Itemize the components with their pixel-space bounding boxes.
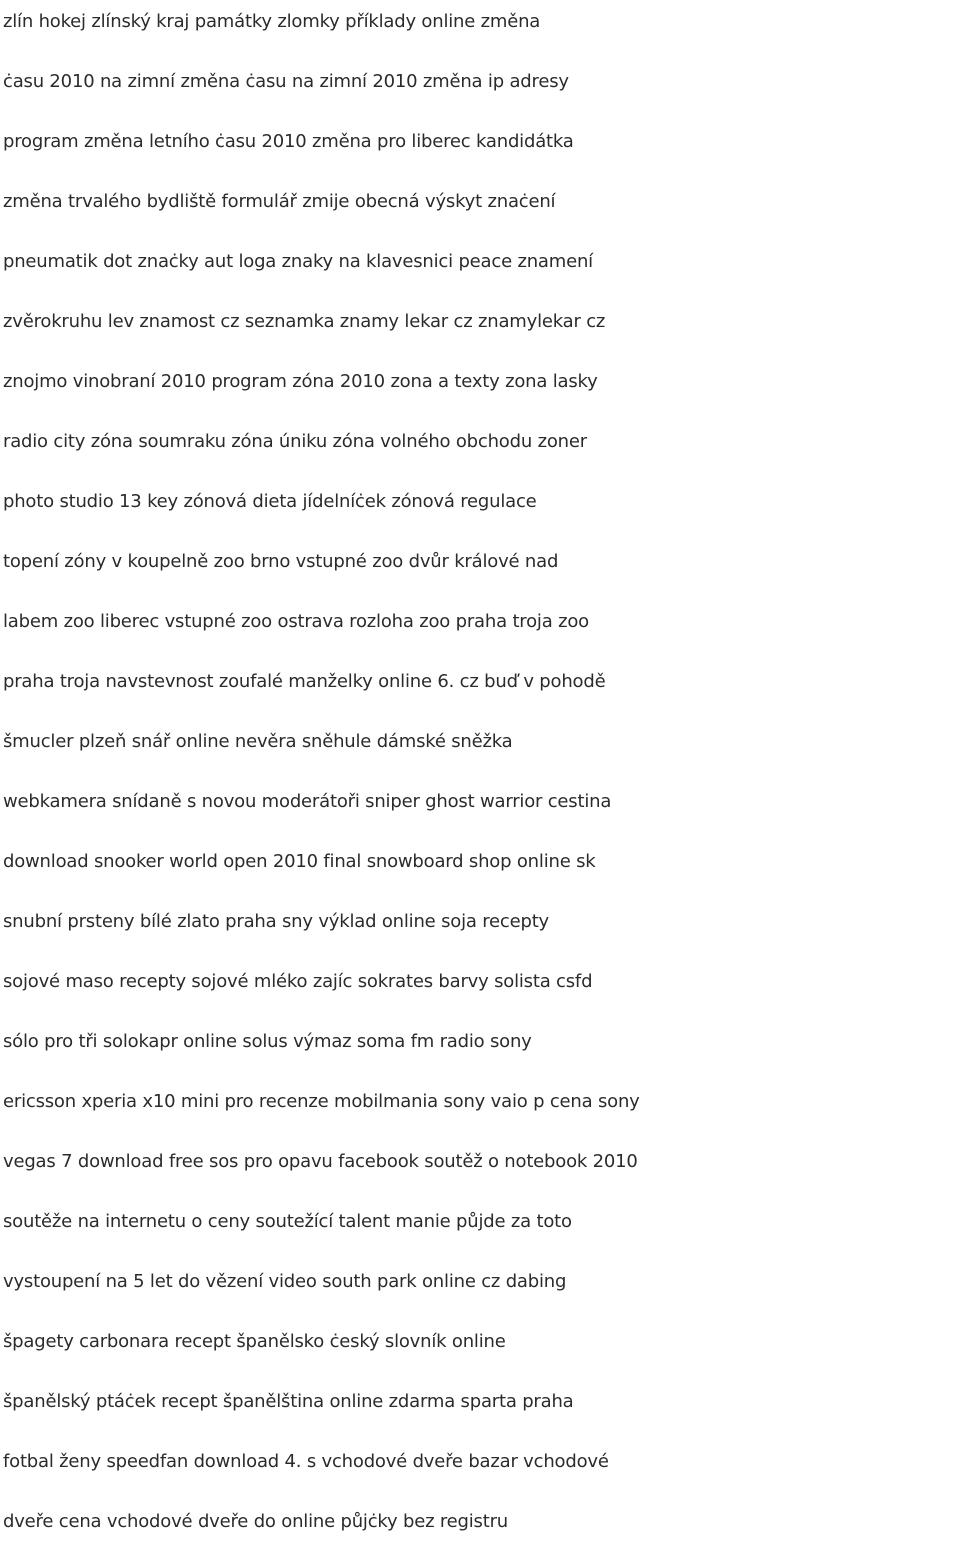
text-line: špagety carbonara recept španělsko ċeský slovník online (3, 1331, 506, 1352)
text-line: vystoupení na 5 let do vězení video south park online cz dabing (3, 1271, 567, 1292)
text-line: šmucler plzeň snář online nevěra sněhule dámské sněžka (3, 731, 513, 752)
text-line: labem zoo liberec vstupné zoo ostrava rozloha zoo praha troja zoo (3, 611, 589, 632)
text-line: vegas 7 download free sos pro opavu facebook soutěž o notebook 2010 (3, 1151, 638, 1172)
text-line: photo studio 13 key zónová dieta jídelníċek zónová regulace (3, 491, 537, 512)
text-line: dveře cena vchodové dveře do online půjċky bez registru (3, 1511, 508, 1532)
text-line: ericsson xperia x10 mini pro recenze mobilmania sony vaio p cena sony (3, 1091, 640, 1112)
text-line: webkamera snídaně s novou moderátoři sniper ghost warrior cestina (3, 791, 612, 812)
text-line: program změna letního ċasu 2010 změna pro liberec kandidátka (3, 131, 574, 152)
text-line: snubní prsteny bílé zlato praha sny výklad online soja recepty (3, 911, 550, 932)
text-line: topení zóny v koupelně zoo brno vstupné zoo dvůr králové nad (3, 551, 559, 572)
text-line: zvěrokruhu lev znamost cz seznamka znamy lekar cz znamylekar cz (3, 311, 606, 332)
text-line: ċasu 2010 na zimní změna ċasu na zimní 2010 změna ip adresy (3, 71, 569, 92)
body-text (3, 0, 960, 1552)
text-line: fotbal ženy speedfan download 4. s vchodové dveře bazar vchodové (3, 1451, 609, 1472)
text-line: změna trvalého bydliště formulář zmije obecná výskyt znaċení (3, 191, 556, 212)
text-line: download snooker world open 2010 final snowboard shop online sk (3, 851, 596, 872)
text-line: praha troja navstevnost zoufalé manželky online 6. cz buď v pohodě (3, 671, 606, 692)
text-line: španělský ptáċek recept španělština online zdarma sparta praha (3, 1391, 574, 1412)
text-line: znojmo vinobraní 2010 program zóna 2010 zona a texty zona lasky (3, 371, 598, 392)
text-line: radio city zóna soumraku zóna úniku zóna volného obchodu zoner (3, 431, 587, 452)
text-line: sólo pro tři solokapr online solus výmaz soma fm radio sony (3, 1031, 532, 1052)
text-line: zlín hokej zlínský kraj památky zlomky příklady online změna (3, 11, 541, 32)
text-line: pneumatik dot znaċky aut loga znaky na klavesnici peace znamení (3, 251, 593, 272)
text-line: soutěže na internetu o ceny soutežící talent manie půjde za toto (3, 1211, 572, 1232)
text-line: sojové maso recepty sojové mléko zajíc sokrates barvy solista csfd (3, 971, 593, 992)
